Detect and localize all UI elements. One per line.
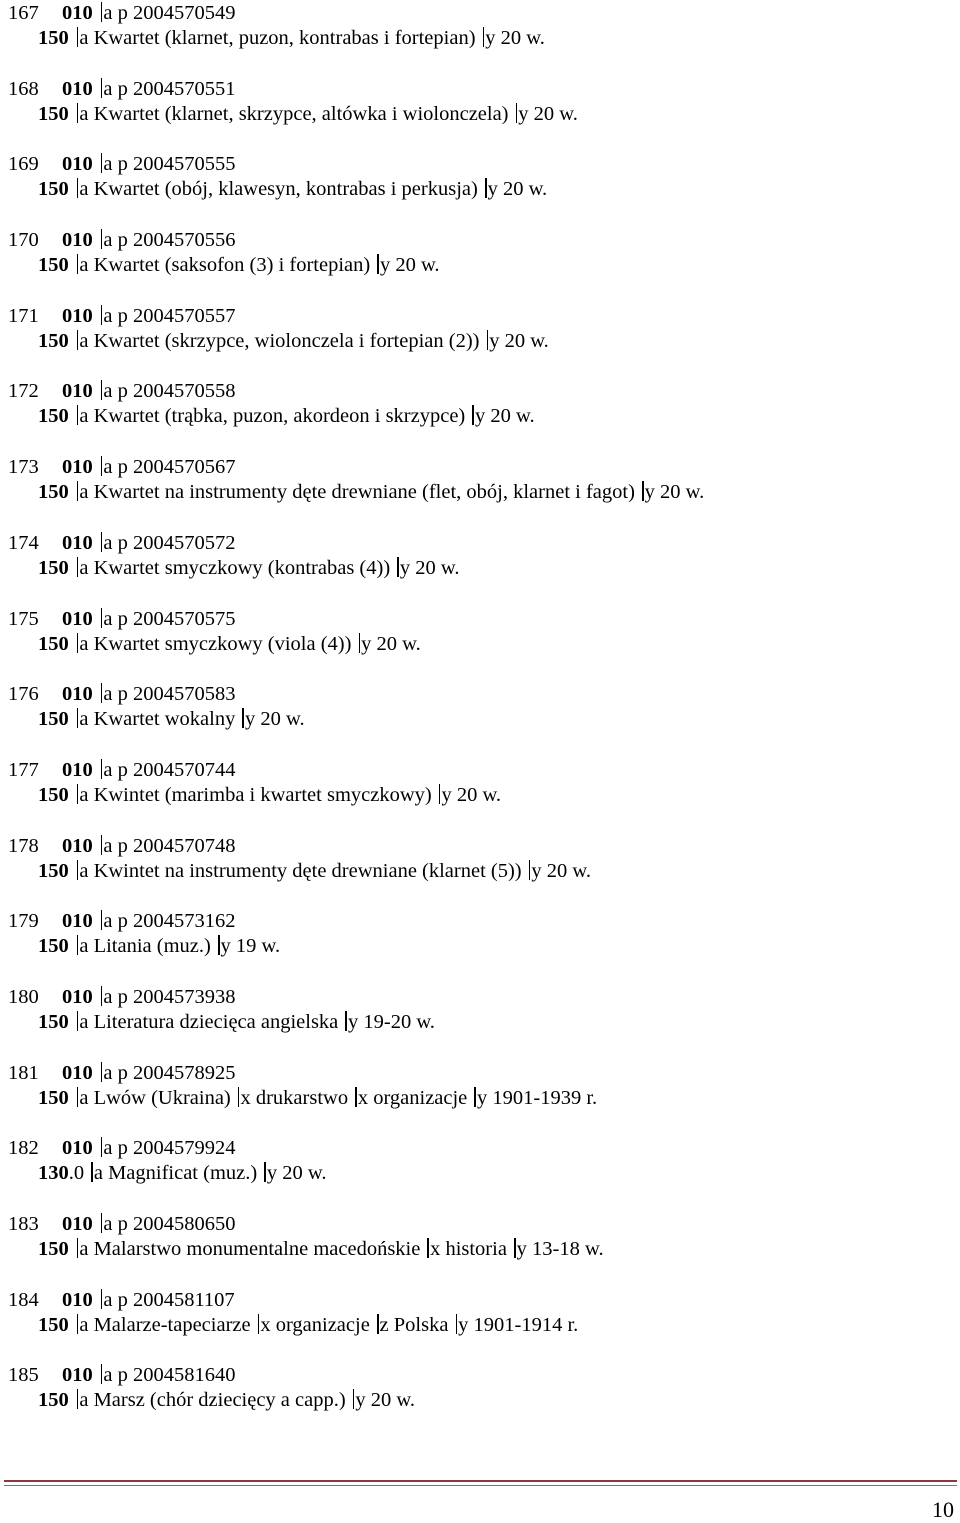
record-entry bbox=[8, 227, 948, 303]
field-value: a p 2004570567 bbox=[103, 456, 236, 479]
record-entry bbox=[8, 151, 948, 227]
record-line-150 bbox=[38, 252, 440, 278]
subfield-value: a Kwartet smyczkowy (kontrabas (4)) bbox=[79, 556, 396, 579]
record-number: 183 bbox=[8, 1213, 39, 1235]
field-value: a p 2004570558 bbox=[103, 380, 236, 403]
subfield-value: y 20 w. bbox=[379, 254, 440, 277]
field-tag: 150 bbox=[38, 1086, 69, 1109]
record-number: 181 bbox=[8, 1061, 39, 1084]
record-entry bbox=[8, 757, 948, 833]
record-line-150 bbox=[38, 25, 545, 51]
record-entry bbox=[8, 454, 948, 530]
field-tag: 010 bbox=[62, 77, 93, 100]
field-tag: 010 bbox=[62, 1288, 93, 1311]
subfield-value: a Magnificat (muz.) bbox=[93, 1162, 263, 1185]
subfield-value: y 20 w. bbox=[531, 859, 591, 882]
field-tag: 150 bbox=[38, 405, 69, 428]
subfield-delimiter bbox=[397, 557, 399, 577]
subfield-value: y 20 w. bbox=[518, 102, 578, 125]
record-line-010 bbox=[8, 833, 235, 859]
record-number: 185 bbox=[8, 1364, 39, 1387]
subfield-value: y 20 w. bbox=[489, 329, 549, 352]
subfield-delimiter bbox=[377, 1314, 379, 1334]
record-line-010 bbox=[8, 0, 235, 26]
record-line-010 bbox=[8, 984, 235, 1010]
record-line-150 bbox=[38, 1009, 435, 1035]
record-number: 170 bbox=[8, 229, 39, 252]
subfield-value: y 20 w. bbox=[361, 632, 421, 655]
subfield-value: y 20 w. bbox=[441, 783, 502, 806]
subfield-value: a Kwartet (klarnet, puzon, kontrabas i fortepian) bbox=[79, 27, 481, 49]
subfield-value: a Kwartet smyczkowy (viola (4)) bbox=[79, 632, 357, 655]
record-line-010 bbox=[8, 151, 235, 177]
record-line-010 bbox=[8, 530, 235, 556]
field-tag: 150 bbox=[38, 1010, 69, 1033]
subfield-value: x organizacje bbox=[357, 1086, 473, 1109]
record-entry bbox=[8, 1362, 948, 1438]
record-entry bbox=[8, 0, 948, 76]
record-line-150 bbox=[38, 631, 421, 657]
record-entry bbox=[8, 606, 948, 682]
record-line-150 bbox=[38, 933, 280, 959]
subfield-delimiter bbox=[91, 1162, 93, 1182]
field-value: a p 2004570549 bbox=[103, 2, 236, 24]
record-line-010 bbox=[8, 378, 235, 404]
subfield-value: a Literatura dziecięca angielska bbox=[79, 1010, 344, 1033]
field-value: a p 2004570551 bbox=[103, 77, 236, 100]
field-tag: 010 bbox=[62, 531, 93, 554]
record-line-150 bbox=[38, 328, 549, 354]
field-value: a p 2004573938 bbox=[103, 985, 236, 1008]
field-value: a p 2004581640 bbox=[103, 1364, 236, 1387]
record-line-150 bbox=[38, 858, 591, 884]
record-number: 174 bbox=[8, 531, 39, 554]
field-value: a p 2004578925 bbox=[103, 1061, 236, 1084]
field-value: a p 2004580650 bbox=[103, 1213, 236, 1235]
field-tag: 150 bbox=[38, 178, 69, 201]
field-value: a p 2004570575 bbox=[103, 607, 236, 630]
subfield-value: a Litania (muz.) bbox=[79, 935, 216, 958]
subfield-delimiter bbox=[514, 1238, 516, 1258]
field-value: a p 2004579924 bbox=[103, 1137, 236, 1160]
field-tag: 010 bbox=[62, 910, 93, 933]
subfield-value: y 19 w. bbox=[220, 935, 281, 958]
field-tag: 150 bbox=[38, 254, 69, 277]
footer-rule bbox=[4, 1480, 957, 1482]
subfield-delimiter bbox=[242, 708, 244, 728]
subfield-value: y 19-20 w. bbox=[348, 1010, 435, 1033]
subfield-value: y 20 w. bbox=[474, 405, 535, 428]
record-entry bbox=[8, 681, 948, 757]
field-tag: 150 bbox=[38, 935, 69, 958]
subfield-value: a Lwów (Ukraina) bbox=[79, 1086, 236, 1109]
record-line-010 bbox=[8, 908, 235, 934]
field-tag: 150 bbox=[38, 783, 69, 806]
subfield-delimiter bbox=[472, 405, 474, 425]
record-number: 180 bbox=[8, 985, 39, 1008]
record-line-010 bbox=[8, 303, 235, 329]
subfield-delimiter bbox=[359, 633, 361, 653]
subfield-value: y 1901-1939 r. bbox=[477, 1086, 598, 1109]
field-tag: 010 bbox=[62, 380, 93, 403]
record-entry bbox=[8, 1287, 948, 1363]
record-entry bbox=[8, 303, 948, 379]
subfield-value: x organizacje bbox=[260, 1313, 375, 1336]
subfield-value: y 20 w. bbox=[355, 1389, 416, 1412]
record-line-010 bbox=[8, 227, 235, 253]
record-number: 168 bbox=[8, 77, 39, 100]
subfield-value: y 20 w. bbox=[644, 481, 705, 504]
record-number: 171 bbox=[8, 304, 39, 327]
field-tag: 010 bbox=[62, 304, 93, 327]
subfield-delimiter bbox=[485, 178, 487, 198]
record-entry bbox=[8, 984, 948, 1060]
record-line-010 bbox=[8, 757, 235, 783]
record-entry bbox=[8, 530, 948, 606]
field-tag: 150 bbox=[38, 1238, 69, 1260]
subfield-value: y 20 w. bbox=[485, 27, 545, 49]
field-tag: 150 bbox=[38, 329, 69, 352]
record-entry bbox=[8, 1060, 948, 1136]
record-entry bbox=[8, 908, 948, 984]
record-line-150 bbox=[38, 1085, 597, 1111]
record-line-010 bbox=[8, 606, 235, 632]
field-tag: 150 bbox=[38, 27, 69, 49]
field-tag: 010 bbox=[62, 985, 93, 1008]
field-value: a p 2004573162 bbox=[103, 910, 236, 933]
subfield-value: a Marsz (chór dziecięcy a capp.) bbox=[79, 1389, 351, 1412]
field-tag: 010 bbox=[62, 456, 93, 479]
field-tag: 150 bbox=[38, 102, 69, 125]
record-number: 178 bbox=[8, 834, 39, 857]
field-value: a p 2004581107 bbox=[103, 1288, 235, 1311]
subfield-value: a Kwartet (saksofon (3) i fortepian) bbox=[79, 254, 376, 277]
record-entry bbox=[8, 1135, 948, 1211]
subfield-value: a Kwartet na instrumenty dęte drewniane (flet, obój, klarnet i fagot) bbox=[79, 481, 641, 504]
record-entry bbox=[8, 76, 948, 152]
field-tag: 010 bbox=[62, 683, 93, 706]
field-tag: 010 bbox=[62, 607, 93, 630]
record-line-150 bbox=[38, 101, 578, 127]
record-line-150 bbox=[38, 479, 704, 505]
field-tag: 010 bbox=[62, 1364, 93, 1387]
record-line-150 bbox=[38, 403, 535, 429]
record-number: 179 bbox=[8, 910, 39, 933]
subfield-value: y 20 w. bbox=[245, 708, 305, 731]
footer-rule-thin bbox=[4, 1485, 957, 1486]
field-value: a p 2004570557 bbox=[103, 304, 236, 327]
subfield-value: a Kwintet na instrumenty dęte drewniane (klarnet (5)) bbox=[79, 859, 527, 882]
field-value: a p 2004570583 bbox=[103, 683, 236, 706]
record-line-010 bbox=[8, 681, 235, 707]
field-value: a p 2004570555 bbox=[103, 153, 236, 176]
subfield-delimiter bbox=[345, 1011, 347, 1031]
record-list bbox=[8, 0, 948, 1438]
record-number: 172 bbox=[8, 380, 39, 403]
record-entry bbox=[8, 1211, 948, 1287]
record-number: 176 bbox=[8, 683, 39, 706]
subfield-value: y 20 w. bbox=[266, 1162, 327, 1185]
subfield-delimiter bbox=[642, 481, 644, 501]
record-number: 182 bbox=[8, 1137, 39, 1160]
record-number: 177 bbox=[8, 758, 39, 781]
record-line-150 bbox=[38, 1160, 327, 1186]
field-tag: 150 bbox=[38, 708, 69, 731]
subfield-delimiter bbox=[355, 1087, 357, 1107]
record-line-010 bbox=[8, 1211, 235, 1237]
record-line-150 bbox=[38, 176, 547, 202]
field-tag: 010 bbox=[62, 1137, 93, 1160]
page-number: 10 bbox=[932, 1497, 954, 1522]
record-line-010 bbox=[8, 76, 235, 102]
subfield-delimiter bbox=[377, 254, 379, 274]
field-tag: 010 bbox=[62, 1213, 93, 1235]
record-line-010 bbox=[8, 1287, 235, 1313]
record-number: 175 bbox=[8, 607, 39, 630]
subfield-delimiter bbox=[427, 1238, 429, 1258]
field-tag: 150 bbox=[38, 1313, 69, 1336]
field-tag: 150 bbox=[38, 556, 69, 579]
record-line-150 bbox=[38, 1236, 604, 1262]
subfield-delimiter bbox=[218, 935, 220, 955]
subfield-delimiter bbox=[264, 1162, 266, 1182]
record-line-150 bbox=[38, 1312, 578, 1338]
record-line-010 bbox=[8, 1135, 235, 1161]
field-tag: 010 bbox=[62, 758, 93, 781]
field-tag: 150 bbox=[38, 859, 69, 882]
field-tag: 010 bbox=[62, 2, 93, 24]
field-indicator: .0 bbox=[68, 1162, 90, 1185]
field-tag: 150 bbox=[38, 481, 69, 504]
subfield-value: a Kwartet wokalny bbox=[79, 708, 241, 731]
record-number: 167 bbox=[8, 2, 39, 24]
subfield-value: a Malarze-tapeciarze bbox=[79, 1313, 256, 1336]
subfield-value: x historia bbox=[430, 1238, 513, 1260]
record-number: 184 bbox=[8, 1288, 39, 1311]
subfield-value: a Kwartet (trąbka, puzon, akordeon i skrzypce) bbox=[79, 405, 471, 428]
subfield-delimiter bbox=[456, 1314, 458, 1334]
subfield-delimiter bbox=[474, 1087, 476, 1107]
subfield-delimiter bbox=[487, 330, 489, 350]
subfield-value: z Polska bbox=[379, 1313, 454, 1336]
subfield-value: a Kwartet (skrzypce, wiolonczela i fortepian (2)) bbox=[79, 329, 485, 352]
record-line-150 bbox=[38, 1387, 415, 1413]
field-tag: 010 bbox=[62, 153, 93, 176]
field-tag: 010 bbox=[62, 1061, 93, 1084]
record-entry bbox=[8, 378, 948, 454]
subfield-value: a Kwartet (klarnet, skrzypce, altówka i wiolonczela) bbox=[79, 102, 514, 125]
record-number: 169 bbox=[8, 153, 39, 176]
field-value: a p 2004570556 bbox=[103, 229, 236, 252]
subfield-value: a Malarstwo monumentalne macedońskie bbox=[79, 1238, 426, 1260]
field-tag: 010 bbox=[62, 229, 93, 252]
record-line-010 bbox=[8, 1362, 235, 1388]
record-line-150 bbox=[38, 782, 501, 808]
record-line-010 bbox=[8, 454, 235, 480]
field-value: a p 2004570744 bbox=[103, 758, 236, 781]
field-tag: 150 bbox=[38, 632, 69, 655]
subfield-delimiter bbox=[516, 103, 518, 123]
field-value: a p 2004570748 bbox=[103, 834, 236, 857]
record-line-150 bbox=[38, 706, 305, 732]
subfield-value: x drukarstwo bbox=[240, 1086, 354, 1109]
field-tag: 010 bbox=[62, 834, 93, 857]
field-value: a p 2004570572 bbox=[103, 531, 236, 554]
record-line-150 bbox=[38, 555, 459, 581]
subfield-value: a Kwintet (marimba i kwartet smyczkowy) bbox=[79, 783, 437, 806]
subfield-value: y 20 w. bbox=[399, 556, 460, 579]
record-line-010 bbox=[8, 1060, 235, 1086]
subfield-value: y 1901-1914 r. bbox=[458, 1313, 579, 1336]
subfield-value: a Kwartet (obój, klawesyn, kontrabas i perkusja) bbox=[79, 178, 483, 201]
subfield-value: y 13-18 w. bbox=[516, 1238, 604, 1260]
record-number: 173 bbox=[8, 456, 39, 479]
field-tag: 150 bbox=[38, 1389, 69, 1412]
record-entry bbox=[8, 833, 948, 909]
field-tag: 130 bbox=[38, 1162, 69, 1185]
subfield-value: y 20 w. bbox=[487, 178, 548, 201]
subfield-delimiter bbox=[483, 27, 485, 47]
